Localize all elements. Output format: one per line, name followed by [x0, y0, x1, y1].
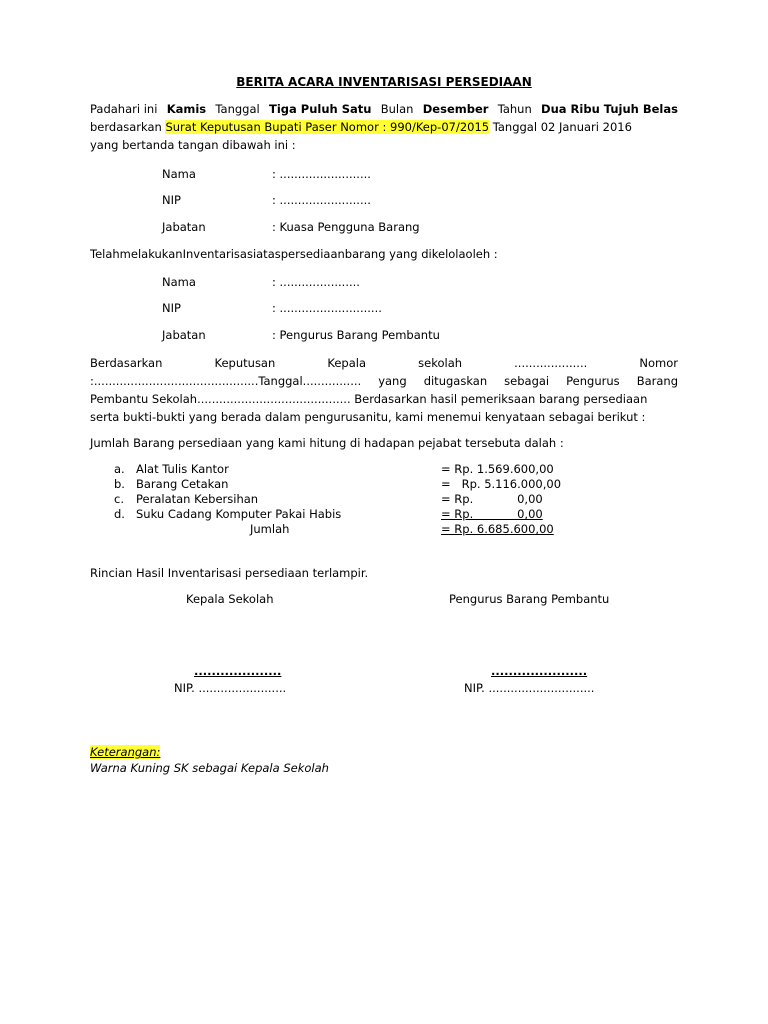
intro-bulan: Desember — [422, 102, 489, 116]
p1-nama-label: Nama — [162, 167, 196, 181]
page-title: BERITA ACARA INVENTARISASI PERSEDIAAN — [236, 75, 532, 89]
p2-nip-value: : ............................ — [272, 301, 382, 315]
item-marker: b. — [114, 477, 125, 491]
signature-left-title: Kepala Sekolah — [186, 592, 274, 606]
para2-word: Barang — [636, 374, 678, 388]
intro-word: Bulan — [380, 102, 414, 116]
p2-jabatan-label: Jabatan — [162, 328, 206, 342]
intro-tahun: Dua Ribu Tujuh Belas — [541, 102, 678, 116]
signature-right-title: Pengurus Barang Pembantu — [449, 592, 610, 606]
item-value: = Rp. 1.569.600,00 — [441, 462, 554, 476]
item-marker: a. — [114, 462, 125, 476]
p1-nama-value: : ......................... — [272, 167, 371, 181]
para2-word: yang — [378, 374, 407, 388]
item-marker: d. — [114, 507, 125, 521]
p2-jabatan-value: : Pengurus Barang Pembantu — [272, 328, 440, 342]
p1-jabatan-label: Jabatan — [162, 220, 206, 234]
total-label: Jumlah — [250, 522, 290, 536]
signature-left-name: .................... — [194, 664, 282, 678]
p2-nip-label: NIP — [162, 301, 181, 315]
p2-nama-label: Nama — [162, 275, 196, 289]
item-label: Peralatan Kebersihan — [136, 492, 259, 506]
intro-word: Padahari ini — [90, 102, 158, 116]
intro-text: Tanggal 02 Januari 2016 — [492, 120, 632, 134]
para2-word: Pengurus — [566, 374, 620, 388]
sk-highlight: Surat Keputusan Bupati Paser Nomor : 990/Kep-07/2015 — [165, 120, 490, 134]
para2-word: sekolah — [418, 356, 463, 370]
signature-right-nip: NIP. ............................. — [464, 681, 595, 695]
signature-left-nip: NIP. ........................ — [174, 681, 287, 695]
item-value: = Rp. 5.116.000,00 — [441, 477, 562, 491]
intro-word: Tahun — [497, 102, 532, 116]
intro-line-1 — [90, 102, 678, 116]
item-value: = Rp. 0,00 — [441, 507, 543, 521]
intro-line-2 — [90, 120, 632, 134]
para2-word: Nomor — [639, 356, 678, 370]
p2-nama-value: : ...................... — [272, 275, 360, 289]
rincian-text: Rincian Hasil Inventarisasi persediaan terlampir. — [90, 566, 369, 580]
note-label: Keterangan: — [90, 745, 161, 759]
para2-word: :.............................................Tanggal................ — [90, 374, 362, 388]
note-text: Warna Kuning SK sebagai Kepala Sekolah — [90, 761, 329, 775]
p1-nip-value: : ......................... — [272, 193, 371, 207]
intro-word: Tanggal — [215, 102, 260, 116]
jumlah-intro: Jumlah Barang persediaan yang kami hitung di hadapan pejabat tersebuta dalah : — [90, 436, 564, 450]
intro-hari: Kamis — [166, 102, 207, 116]
para2-word: Kepala — [327, 356, 367, 370]
p1-nip-label: NIP — [162, 193, 181, 207]
para2-line-1 — [90, 356, 678, 370]
item-label: Alat Tulis Kantor — [136, 462, 229, 476]
para2-word: sebagai — [504, 374, 550, 388]
total-value: = Rp. 6.685.600,00 — [441, 522, 554, 536]
para2-line-4: serta bukti-bukti yang berada dalam pengurusanitu, kami menemui kenyataan sebagai berikut : — [90, 410, 646, 424]
item-marker: c. — [114, 492, 124, 506]
p1-jabatan-value: : Kuasa Pengguna Barang — [272, 220, 420, 234]
intro-tanggal: Tiga Puluh Satu — [269, 102, 372, 116]
intro-line-3: yang bertanda tangan dibawah ini : — [90, 138, 296, 152]
item-value: = Rp. 0,00 — [441, 492, 543, 506]
para2-line-3: Pembantu Sekolah.......................................... Berdasarkan hasil pemeriksaan barang persediaan — [90, 392, 648, 406]
item-label: Suku Cadang Komputer Pakai Habis — [136, 507, 342, 521]
para2-line-2 — [90, 374, 678, 388]
para2-word: Berdasarkan — [90, 356, 163, 370]
intro-text: berdasarkan — [90, 120, 162, 134]
item-label: Barang Cetakan — [136, 477, 229, 491]
signature-right-name: ...................... — [491, 664, 588, 678]
para2-word: ditugaskan — [423, 374, 488, 388]
para2-word: Keputusan — [214, 356, 276, 370]
para2-word: .................... — [514, 356, 588, 370]
mid-text: TelahmelakukanInventarisasiataspersediaanbarang yang dikelolaoleh : — [90, 247, 498, 261]
